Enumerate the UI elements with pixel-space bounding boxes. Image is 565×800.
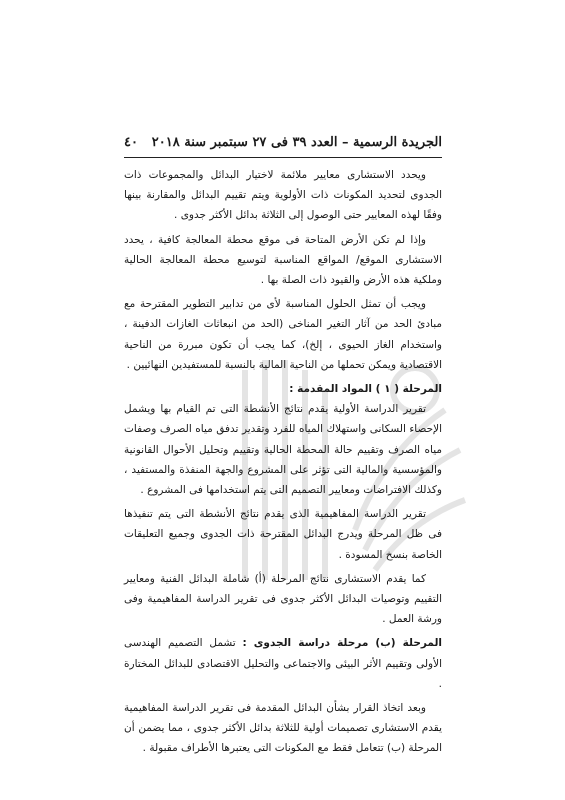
section-b-heading: المرحلة (ب) مرحلة دراسة الجدوى :	[242, 637, 443, 650]
section-b-text: تشمل التصميم الهندسى الأولى وتقييم الأثر البيئى والاجتماعى والتحليل الاقتصادى للبدائل المختارة .	[124, 637, 442, 690]
page-number: ٤٠	[124, 135, 138, 150]
paragraph: وبعد اتخاذ القرار بشأن البدائل المقدمة فى تقرير الدراسة المفاهيمية يقدم الاستشارى تصميمات أولية للثلاثة بدائل الأكثر جدوى ، مما يضمن أن المرحلة (ب) تتعامل فقط مع المكونات التى يعتبرها الأطراف مقبولة .	[124, 702, 442, 755]
paragraph: تقرير الدراسة الأولية يقدم نتائج الأنشطة التى تم القيام بها ويشمل الإحصاء السكانى واستهلاك المياه للفرد وتقدير تدفق مياه الصرف وصفات مياه الصرف وتقييم حالة المحطة الحالية وتقييم وتحليل الأحوال القانونية والمؤسسية والمالية التى تؤثر على المشروع والجهة المنفذة والمستفيد ، وكذلك الافتراضات ومعايير التصميم التى يتم استخدامها فى المشروع .	[124, 403, 442, 497]
paragraph: ويحدد الاستشارى معايير ملائمة لاختيار البدائل والمجموعات ذات الجدوى لتحديد المكونات ذات الأولوية ويتم تقييم البدائل والمقارنة بينها وفقًا لهذه المعايير حتى الوصول إلى الثلاثة بدائل الأكثر جدوى .	[124, 169, 442, 222]
paragraph: وإذا لم تكن الأرض المتاحة فى موقع محطة المعالجة كافية ، يحدد الاستشارى الموقع/ المواقع المناسبة لتوسيع محطة المعالجة الحالية وملكية هذه الأرض والقيود ذات الصلة بها .	[124, 233, 442, 287]
paragraph: تقرير الدراسة المفاهيمية الذى يقدم نتائج الأنشطة التى يتم تنفيذها فى ظل المرحلة ويدرج البدائل المقترحة ذات الجدوى وجميع التعليقات الخاصة بنسخ المسودة .	[124, 508, 442, 561]
gazette-title: الجريدة الرسمية – العدد ٣٩ فى ٢٧ سبتمبر سنة ٢٠١٨	[151, 135, 442, 150]
paragraph: كما يقدم الاستشارى نتائج المرحلة (أ) شاملة البدائل الفنية ومعايير التقييم وتوصيات البدائل الأكثر جدوى فى تقرير الدراسة المفاهيمية وفى ورشة العمل .	[124, 572, 442, 626]
section-a-heading: المرحلة ( ١ ) المواد المقدمة :	[289, 383, 442, 396]
paragraph: ويجب أن تمثل الحلول المناسبة لأى من تدابير التطوير المقترحة مع مبادئ الحد من آثار التغير المناخى (الحد من انبعاثات الغازات الدفينة ، واستخدام الغاز الحيوى ، إلخ)، كما يجب أن تكون مبررة من الناحية الاقتصادية ويمكن تحملها من الناحية المالية بالنسبة للمستفيدين النهائيين .	[124, 298, 442, 371]
page-header	[124, 135, 442, 155]
header-divider	[124, 157, 442, 158]
document-body	[124, 165, 442, 763]
section-b-paragraph	[124, 633, 442, 694]
